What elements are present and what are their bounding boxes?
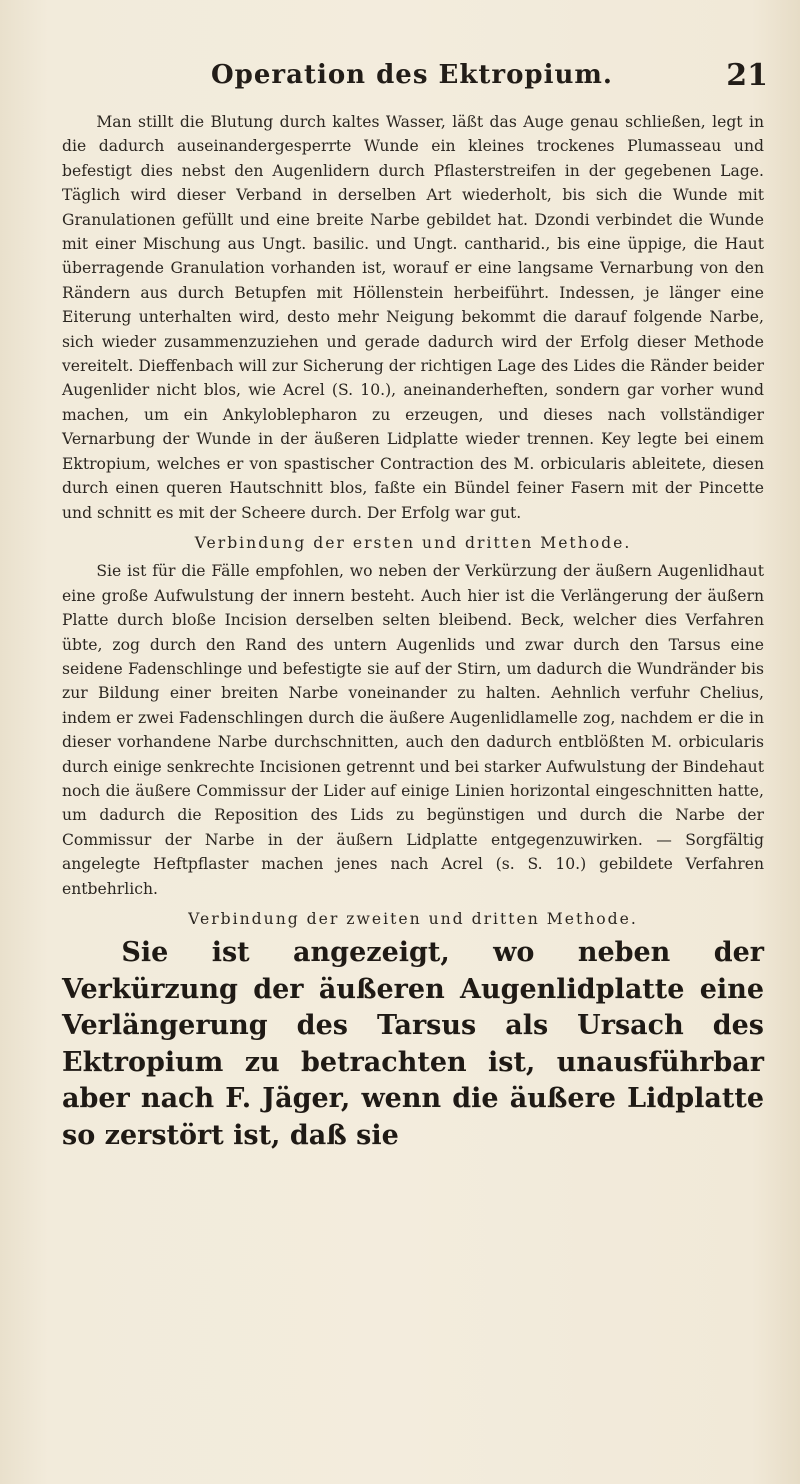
paragraph-second-third-method: Sie ist angezeigt, wo neben der Verkürzung der äußeren Augenlidplatte eine Verlängerung des Tarsus als Ursach des Ektropium zu betrachten ist, unausführbar aber nach F. Jäger, wenn die äußere Lidplatte so zerstört ist, daß sie [62,937,764,1151]
page-number: 21 [726,58,768,93]
paragraph-first-third-method: Sie ist für die Fälle empfohlen, wo neben der Verkürzung der äußern Augenlidhaut eine große Aufwulstung der innern besteht. Auch hier ist die Verlängerung der äußern Platte durch bloße Incision derselben selten bleibend. Beck, welcher dies Verfahren übte, zog durch den Rand des untern Augenlids und zwar durch den Tarsus eine seidene Fadenschlinge und befestigte sie auf der Stirn, um dadurch die Wundränder bis zur Bildung einer breiten Narbe voneinander zu halten. Aehnlich verfuhr Chelius, indem er zwei Fadenschlingen durch die äußere Augenlidlamelle zog, nachdem er die in dieser vorhandene Narbe durchschnitten, auch den dadurch entblößten M. orbicularis durch einige senkrechte Incisionen getrennt und bei starker Aufwulstung der Bindehaut noch die äußere Commissur der Lider auf einige Linien horizontal eingeschnitten hatte, um dadurch die Reposition des Lids zu begünstigen und durch die Narbe der Commissur der Narbe in der äußern Lidplatte entgegenzuwirken. — Sorgfältig angelegte Heftpflaster machen jenes nach Acrel (s. S. 10.) gebildete Verfahren entbehrlich. [62,562,764,898]
body-text [62,110,764,1154]
section-heading-first-third: Verbindung der ersten und dritten Methode. [194,533,632,552]
paragraph-dressing-methods: Man stillt die Blutung durch kaltes Wasser, läßt das Auge genau schließen, legt in die dadurch auseinandergesperrte Wunde ein kleines trockenes Plumasseau und befestigt dies nebst den Augenlidern durch Pflasterstreifen in der gegebenen Lage. Täglich wird dieser Verband in derselben Art wiederholt, bis sich die Wunde mit Granulationen gefüllt und eine breite Narbe gebildet hat. Dzondi verbindet die Wunde mit einer Mischung aus Ungt. basilic. und Ungt. cantharid., bis eine üppige, die Haut überragende Granulation vorhanden ist, worauf er eine langsame Vernarbung von den Rändern aus durch Betupfen mit Höllenstein herbeiführt. Indessen, je länger eine Eiterung unterhalten wird, desto mehr Neigung bekommt die darauf folgende Narbe, sich wieder zusammenzuziehen und gerade dadurch wird der Erfolg dieser Methode vereitelt. Dieffenbach will zur Sicherung der richtigen Lage des Lides die Ränder beider Augenlider nicht blos, wie Acrel (S. 10.), aneinanderheften, sondern gar vorher wund machen, um ein Ankyloblepharon zu erzeugen, und dieses nach vollständiger Vernarbung der Wunde in der äußeren Lidplatte wieder trennen. Key legte bei einem Ektropium, welches er von spastischer Contraction des M. orbicularis ableitete, diesen durch einen queren Hautschnitt blos, faßte ein Bündel feiner Fasern mit der Pincette und schnitt es mit der Scheere durch. Der Erfolg war gut. [62,113,764,522]
section-heading-second-third: Verbindung der zweiten und dritten Methode. [188,910,638,928]
page-header [56,58,768,98]
running-head: Operation des Ektropium. [211,60,613,90]
